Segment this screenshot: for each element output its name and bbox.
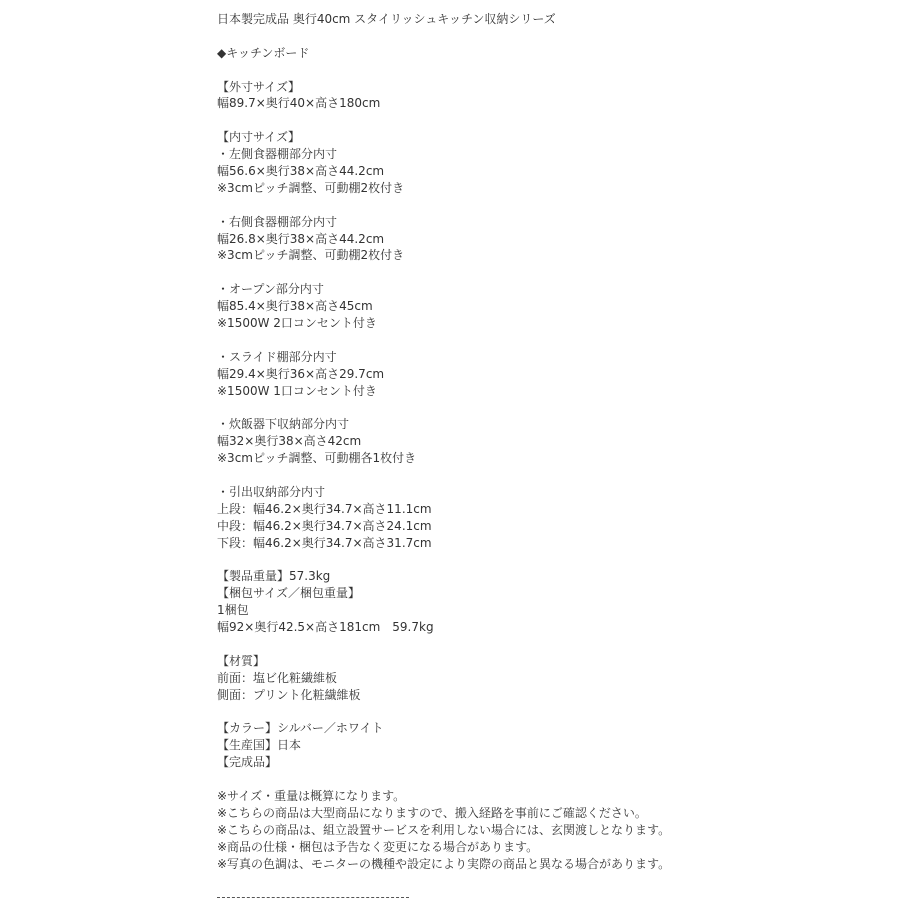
section-gap bbox=[217, 332, 877, 349]
spec-line: 【外寸サイズ】 bbox=[217, 79, 301, 94]
spec-line: 中段：幅46.2×奥行34.7×高さ24.1cm bbox=[217, 518, 432, 533]
section-gap bbox=[217, 197, 877, 214]
spec-section bbox=[217, 720, 877, 771]
section-gap bbox=[217, 636, 877, 653]
spec-line: ※3cmピッチ調整、可動棚2枚付き bbox=[217, 180, 405, 195]
dashed-divider bbox=[217, 897, 409, 898]
section-gap bbox=[217, 704, 877, 721]
spec-line: ・オープン部分内寸 bbox=[217, 282, 324, 297]
spec-line: 【カラー】シルバー／ホワイト bbox=[217, 721, 384, 736]
spec-line: ※3cmピッチ調整、可動棚各1枚付き bbox=[217, 451, 417, 466]
spec-line: 幅32×奥行38×高さ42cm bbox=[217, 434, 362, 449]
spec-section bbox=[217, 45, 877, 62]
spec-line: 1梱包 bbox=[217, 603, 249, 618]
spec-line: 幅26.8×奥行38×高さ44.2cm bbox=[217, 231, 385, 246]
spec-line: 【生産国】日本 bbox=[217, 738, 302, 753]
section-gap bbox=[217, 552, 877, 569]
spec-line: 幅85.4×奥行38×高さ45cm bbox=[217, 299, 373, 314]
spec-line: ※1500W 1口コンセント付き bbox=[217, 383, 377, 398]
spec-line: 日本製完成品 奥行40cm スタイリッシュキッチン収納シリーズ bbox=[217, 12, 556, 26]
spec-line: 【材質】 bbox=[217, 653, 266, 668]
section-gap bbox=[217, 28, 877, 45]
spec-line: 上段：幅46.2×奥行34.7×高さ11.1cm bbox=[217, 501, 432, 516]
spec-line: ・炊飯器下収納部分内寸 bbox=[217, 417, 350, 432]
spec-line: 【梱包サイズ／梱包重量】 bbox=[217, 586, 361, 601]
spec-line: 幅56.6×奥行38×高さ44.2cm bbox=[217, 164, 385, 179]
spec-line: ※1500W 2口コンセント付き bbox=[217, 316, 377, 331]
spec-line: ※サイズ・重量は概算になります。 bbox=[217, 788, 406, 803]
spec-line: 【完成品】 bbox=[217, 755, 278, 770]
section-gap bbox=[217, 872, 877, 889]
spec-section bbox=[217, 11, 877, 28]
spec-section bbox=[217, 653, 877, 704]
spec-line: ※こちらの商品は、組立設置サービスを利用しない場合には、玄関渡しとなります。 bbox=[217, 822, 671, 837]
spec-line: ※写真の色調は、モニターの機種や設定により実際の商品と異なる場合があります。 bbox=[217, 856, 671, 871]
section-gap bbox=[217, 112, 877, 129]
spec-section bbox=[217, 484, 877, 552]
spec-line: 【内寸サイズ】 bbox=[217, 130, 301, 145]
spec-section bbox=[217, 349, 877, 400]
spec-line: 幅92×奥行42.5×高さ181cm 59.7kg bbox=[217, 620, 434, 635]
spec-line: 下段：幅46.2×奥行34.7×高さ31.7cm bbox=[217, 535, 432, 550]
spec-line: 前面：塩ビ化粧繊維板 bbox=[217, 670, 338, 685]
spec-section bbox=[217, 281, 877, 332]
spec-document bbox=[217, 11, 877, 898]
spec-line: 幅29.4×奥行36×高さ29.7cm bbox=[217, 366, 385, 381]
spec-section bbox=[217, 129, 877, 197]
section-gap bbox=[217, 467, 877, 484]
spec-line: ※3cmピッチ調整、可動棚2枚付き bbox=[217, 248, 405, 263]
spec-section bbox=[217, 568, 877, 636]
section-gap bbox=[217, 399, 877, 416]
spec-line: ※こちらの商品は大型商品になりますので、搬入経路を事前にご確認ください。 bbox=[217, 805, 647, 820]
spec-line: ・スライド棚部分内寸 bbox=[217, 349, 337, 364]
spec-line: ◆キッチンボード bbox=[217, 45, 310, 60]
spec-section bbox=[217, 416, 877, 467]
spec-line: ※商品の仕様・梱包は予告なく変更になる場合があります。 bbox=[217, 839, 539, 854]
spec-section bbox=[217, 788, 877, 872]
section-gap bbox=[217, 264, 877, 281]
spec-line: ・右側食器棚部分内寸 bbox=[217, 214, 338, 229]
spec-line: 【製品重量】57.3kg bbox=[217, 569, 331, 584]
section-gap bbox=[217, 62, 877, 79]
spec-section bbox=[217, 79, 877, 113]
spec-line: ・左側食器棚部分内寸 bbox=[217, 147, 338, 162]
spec-line: ・引出収納部分内寸 bbox=[217, 484, 326, 499]
spec-line: 幅89.7×奥行40×高さ180cm bbox=[217, 96, 381, 111]
spec-line: 側面：プリント化粧繊維板 bbox=[217, 687, 361, 702]
spec-section bbox=[217, 214, 877, 265]
section-gap bbox=[217, 771, 877, 788]
